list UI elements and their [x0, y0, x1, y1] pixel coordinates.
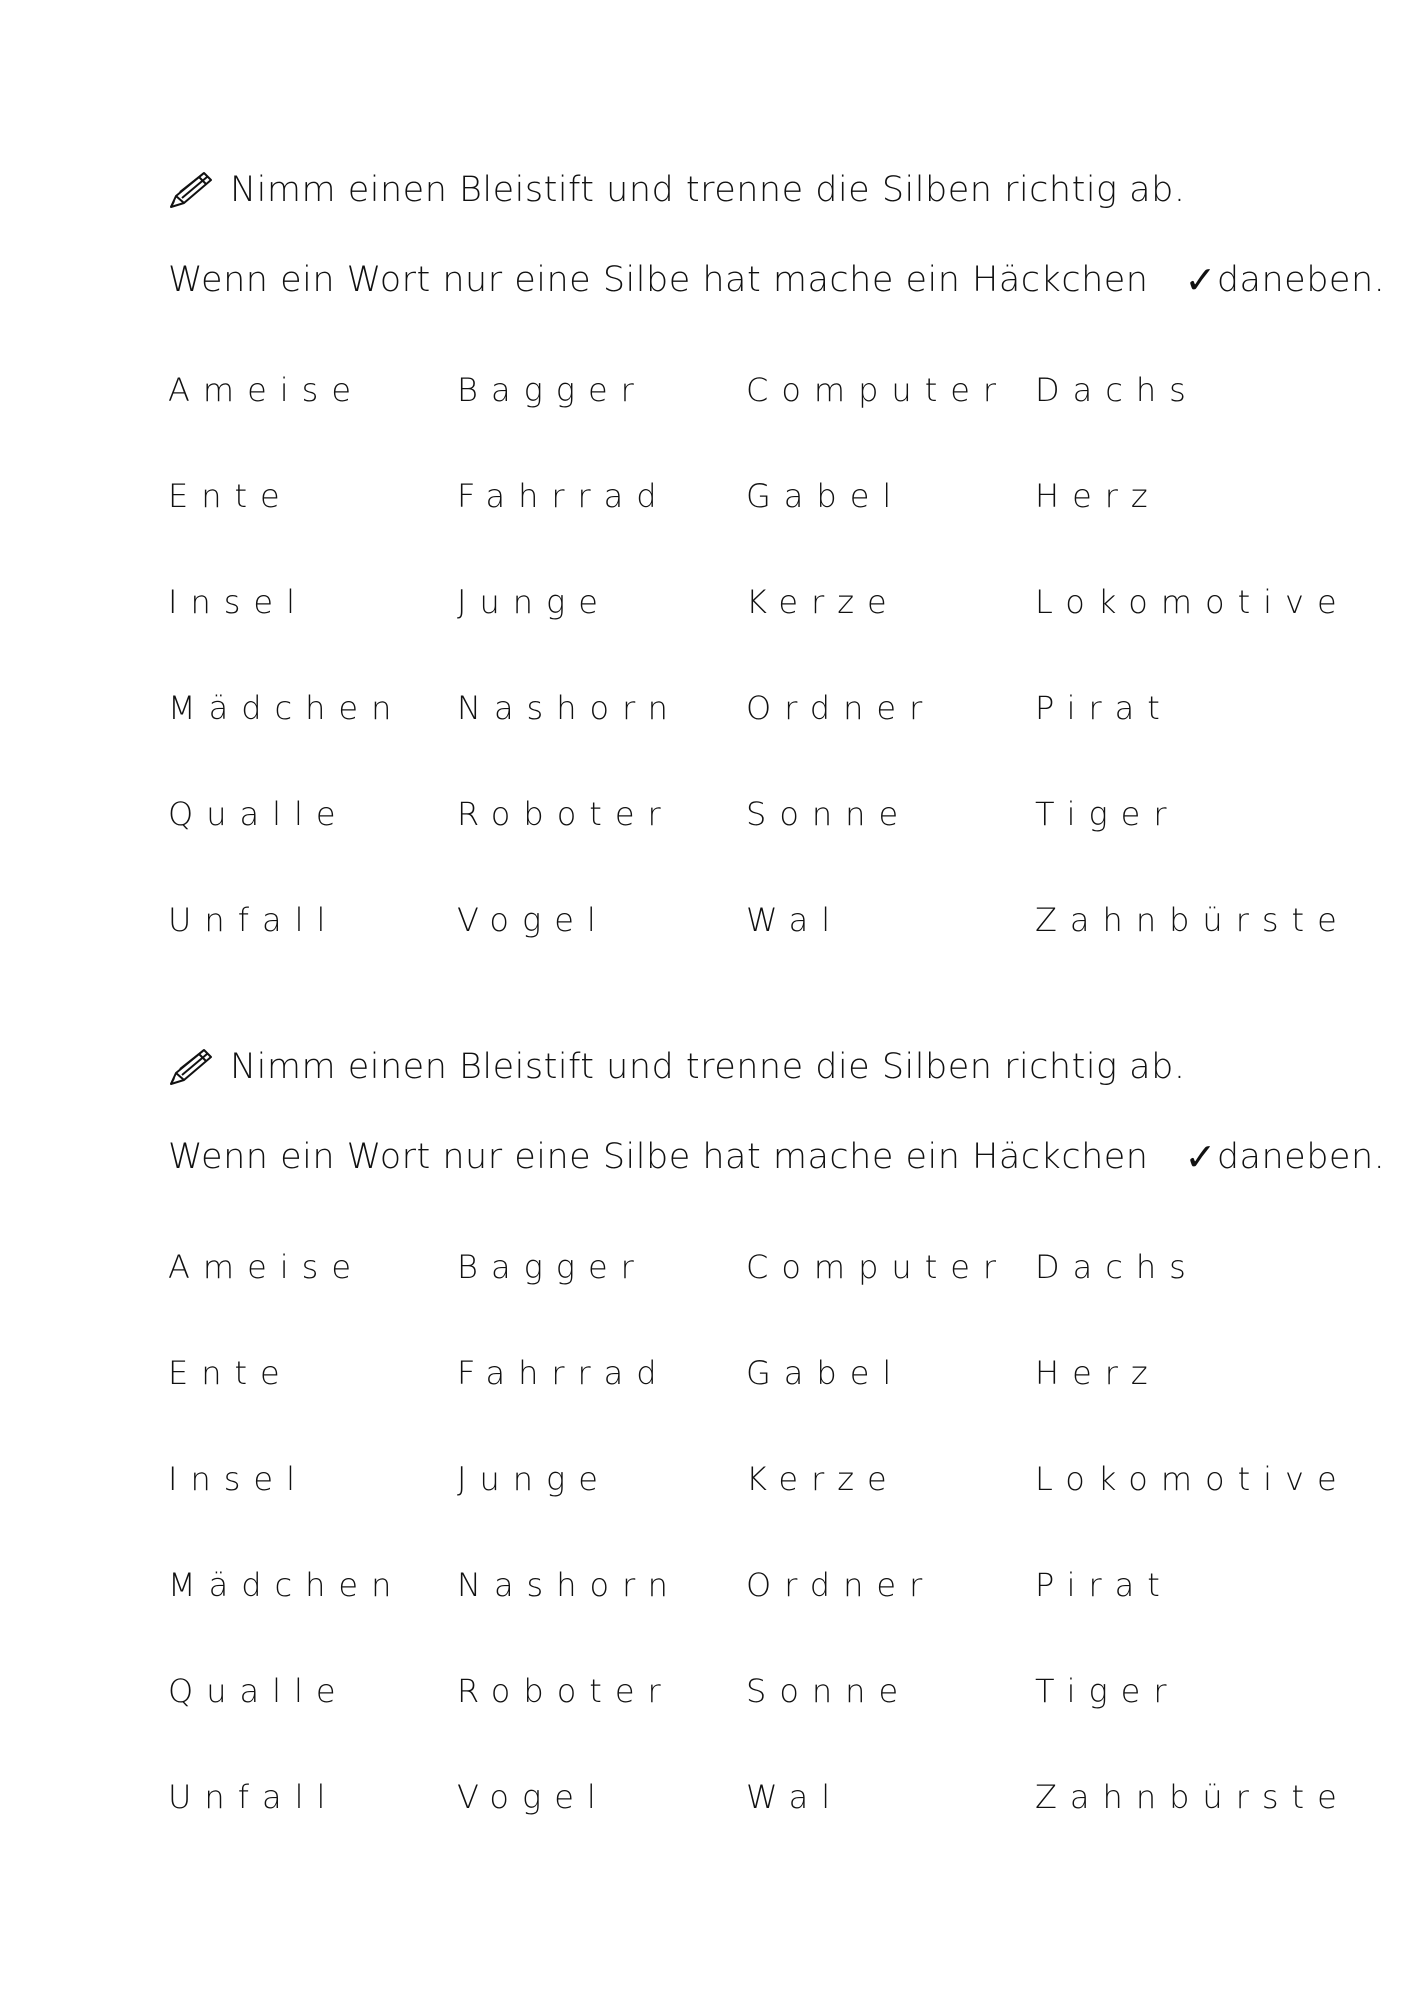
word-item: Junge: [457, 583, 611, 621]
word-item: Wal: [746, 901, 844, 939]
word-item: Vogel: [457, 1778, 609, 1816]
word-item: Zahnbürste: [1035, 901, 1350, 939]
word-item: Ameise: [168, 371, 364, 409]
worksheet-section-2: [168, 1045, 1386, 1881]
word-item: Pirat: [1035, 1566, 1173, 1604]
word-item: Lokomotive: [1035, 583, 1350, 621]
word-item: Bagger: [457, 371, 647, 409]
word-item: Qualle: [168, 795, 349, 833]
pencil-icon: [168, 170, 214, 210]
word-item: Fahrrad: [457, 1354, 670, 1392]
word-item: Ameise: [168, 1248, 364, 1286]
checkmark-icon: ✓: [1184, 258, 1217, 302]
word-item: Lokomotive: [1035, 1460, 1350, 1498]
instruction-text-2-end: daneben.: [1216, 260, 1386, 300]
word-item: Gabel: [746, 477, 905, 515]
word-item: Roboter: [457, 795, 674, 833]
word-item: Insel: [168, 583, 308, 621]
instruction-text-2: Wenn ein Wort nur eine Silbe hat mache ein Häckchen: [168, 260, 1149, 300]
instruction-text-1: Nimm einen Bleistift und trenne die Silben richtig ab.: [230, 1047, 1186, 1087]
word-item: Mädchen: [168, 689, 405, 727]
word-item: Nashorn: [457, 1566, 681, 1604]
instruction-line-2: [168, 1135, 1386, 1179]
worksheet-section-1: [168, 168, 1386, 1004]
word-grid: [168, 368, 1350, 1004]
word-item: Gabel: [746, 1354, 905, 1392]
word-item: Dachs: [1035, 371, 1199, 409]
word-item: Herz: [1035, 1354, 1161, 1392]
word-item: Mädchen: [168, 1566, 405, 1604]
word-item: Tiger: [1035, 1672, 1180, 1710]
word-item: Roboter: [457, 1672, 674, 1710]
instruction-text-2-end: daneben.: [1216, 1137, 1386, 1177]
word-item: Herz: [1035, 477, 1161, 515]
instruction-line-1: [168, 168, 1328, 212]
word-grid: [168, 1245, 1350, 1881]
word-item: Computer: [746, 371, 1010, 409]
word-item: Ordner: [746, 689, 936, 727]
pencil-icon: [168, 1047, 214, 1087]
word-item: Computer: [746, 1248, 1010, 1286]
checkmark-icon: ✓: [1184, 1135, 1217, 1179]
word-item: Unfall: [168, 1778, 339, 1816]
instruction-line-1: [168, 1045, 1328, 1089]
instruction-text-1: Nimm einen Bleistift und trenne die Silben richtig ab.: [230, 170, 1186, 210]
word-item: Sonne: [746, 795, 912, 833]
word-item: Bagger: [457, 1248, 647, 1286]
word-item: Vogel: [457, 901, 609, 939]
word-item: Tiger: [1035, 795, 1180, 833]
word-item: Insel: [168, 1460, 308, 1498]
word-item: Ente: [168, 477, 293, 515]
word-item: Pirat: [1035, 689, 1173, 727]
word-item: Qualle: [168, 1672, 349, 1710]
word-item: Fahrrad: [457, 477, 670, 515]
word-item: Kerze: [746, 583, 900, 621]
word-item: Sonne: [746, 1672, 912, 1710]
word-item: Zahnbürste: [1035, 1778, 1350, 1816]
word-item: Junge: [457, 1460, 611, 1498]
instruction-line-2: [168, 258, 1386, 302]
word-item: Kerze: [746, 1460, 900, 1498]
word-item: Ordner: [746, 1566, 936, 1604]
word-item: Dachs: [1035, 1248, 1199, 1286]
instruction-text-2: Wenn ein Wort nur eine Silbe hat mache ein Häckchen: [168, 1137, 1149, 1177]
word-item: Nashorn: [457, 689, 681, 727]
word-item: Ente: [168, 1354, 293, 1392]
word-item: Wal: [746, 1778, 844, 1816]
word-item: Unfall: [168, 901, 339, 939]
